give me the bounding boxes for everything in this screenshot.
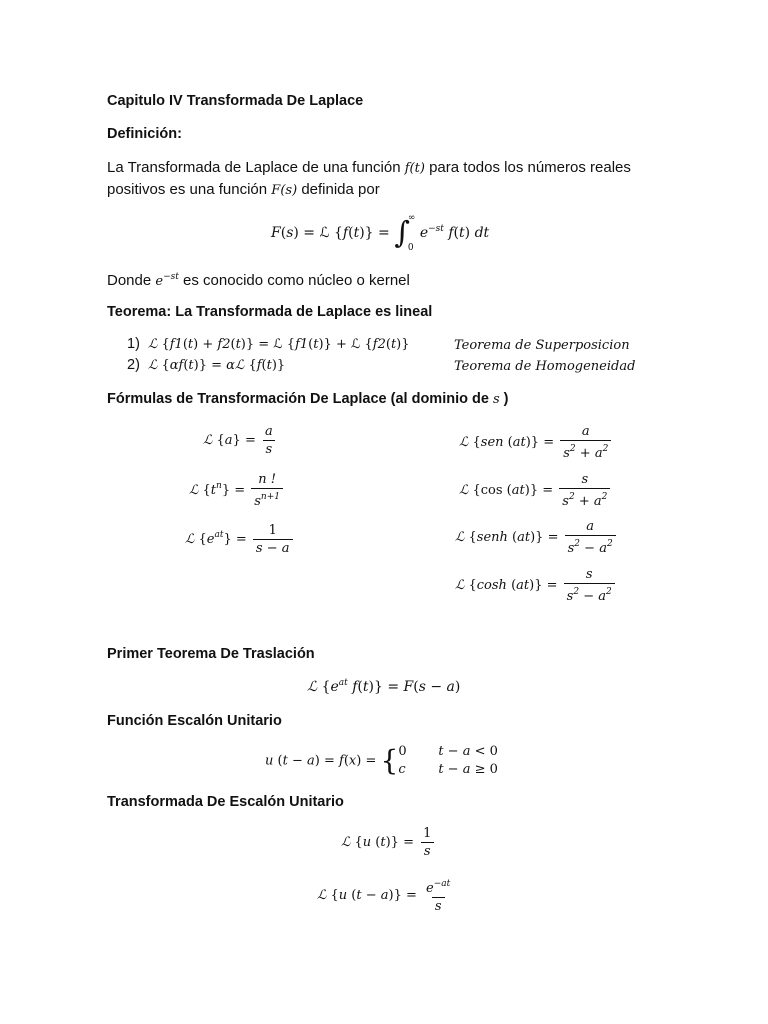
formula-cosine: ℒ {cos (at)} = $\frac{s}{s^2 + a^2}$: [459, 472, 612, 509]
theorem-heading: Teorema: La Transformada de Laplace es lineal: [107, 304, 433, 320]
intro-text-1a: La Transformada de Laplace de una función: [107, 159, 401, 176]
chapter-title: Capitulo IV Transformada De Laplace: [107, 93, 364, 109]
translation-formula: ℒ {$e^{at}$ f(t)} = F(s − a): [307, 678, 461, 695]
kernel-text-a: Donde: [107, 272, 152, 289]
formula-exponential: ℒ $\{e^{at}\}$ = $\frac{1}{s - a}$: [185, 523, 295, 556]
intro-text-2b: definida por: [301, 181, 380, 198]
intro-text-2a: positivos es una función: [107, 181, 268, 198]
step-transform-formula: ℒ {u (t)} = $\frac{1}{s}$: [341, 826, 436, 859]
laplace-definition-formula: F(s) = ℒ {f(t)} = ∫ ∞ 0 $e^{-st}$ f(t) dt: [271, 213, 490, 253]
step-function-formula: u (t − a) = f(x) = { 0 t − a < 0 c t − a ≥ 0: [265, 744, 498, 777]
kernel-text-b: es conocido como núcleo o kernel: [183, 272, 410, 289]
formula-sine: ℒ {sen (at)} = $\frac{a}{s^2 + a^2}$: [459, 424, 613, 461]
theorem-name-1: Teorema de Superposicion: [454, 338, 630, 353]
kernel-sentence: Donde $e^{-st}$ es conocido como núcleo o kernel: [107, 272, 410, 289]
step-transform-heading: Transformada De Escalón Unitario: [107, 794, 344, 810]
intro-text-1b: para todos los números reales: [429, 159, 631, 176]
theorem-item-1: 1) ℒ {f1(t) + f2(t)} = ℒ {f1(t)} + ℒ {f2(t)}: [127, 336, 410, 352]
translation-heading: Primer Teorema De Traslación: [107, 646, 315, 662]
formulas-heading: Fórmulas de Transformación De Laplace (al dominio de s ): [107, 391, 509, 407]
formula-constant: ℒ {a} = $\frac{a}{s}$: [203, 424, 278, 457]
theorem-name-2: Teorema de Homogeneidad: [454, 359, 636, 374]
definition-heading: Definición:: [107, 126, 182, 142]
formula-hyperbolic-sine: ℒ {senh (at)} = $\frac{a}{s^2 - a^2}$: [455, 519, 618, 556]
formula-power: ℒ $\{t^n\}$ = $\frac{n !}{s^{n+1}}$: [189, 472, 285, 509]
step-heading: Función Escalón Unitario: [107, 713, 282, 729]
theorem-item-2: 2) ℒ {αf(t)} = αℒ {f(t)}: [127, 357, 286, 373]
formula-hyperbolic-cosine: ℒ {cosh (at)} = $\frac{s}{s^2 - a^2}$: [455, 567, 617, 604]
shifted-step-transform-formula: ℒ {u (t − a)} = $\frac{e^{-at}}{s}$: [317, 879, 451, 914]
definition-paragraph: La Transformada de Laplace de una función f(t) para todos los números reales positivos es una función F(s) definida por: [107, 159, 631, 198]
